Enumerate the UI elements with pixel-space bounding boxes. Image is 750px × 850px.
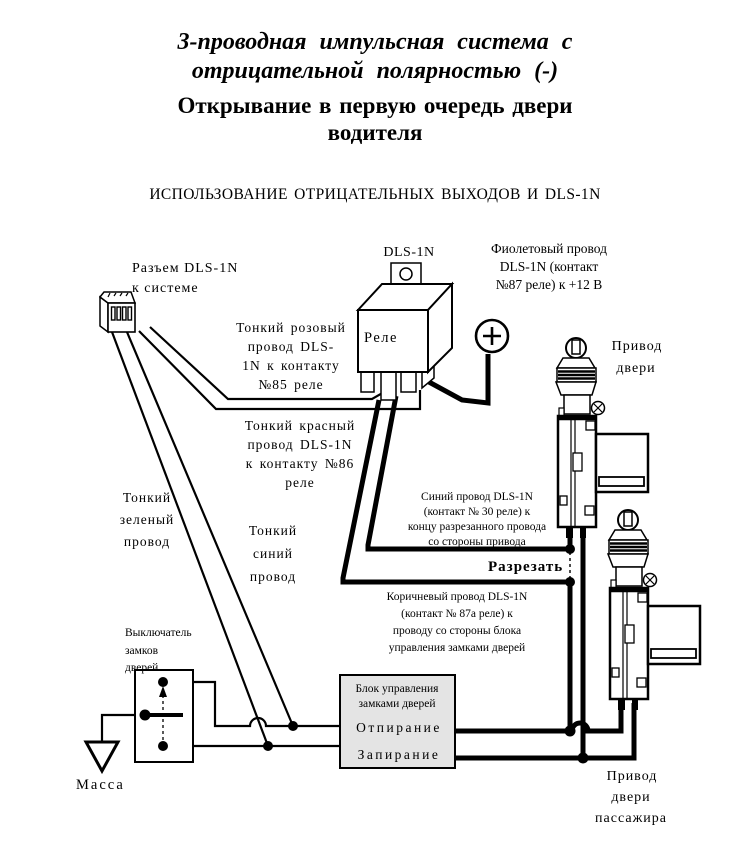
control-block-title-line1: Блок управления bbox=[355, 683, 439, 695]
actuator-side-bar bbox=[599, 477, 644, 486]
title-line-3: Открывание в первую очередь двери bbox=[177, 93, 573, 118]
driver-door-label-line2: двери bbox=[616, 361, 656, 376]
switch-label-line1: Выключатель bbox=[125, 627, 192, 639]
green-label-line3: провод bbox=[123, 534, 171, 549]
ground-label: Масса bbox=[76, 777, 125, 793]
pink-label-line2: провод DLS- bbox=[247, 339, 335, 354]
junction-lock bbox=[578, 753, 589, 764]
relay-name-label: Реле bbox=[364, 330, 398, 346]
actuator-neck bbox=[564, 395, 590, 414]
wiring-diagram bbox=[0, 200, 750, 850]
red-label-line2: провод DLS-1N bbox=[247, 437, 353, 452]
brown-label-line1: Коричневый провод DLS-1N bbox=[386, 591, 528, 603]
red-label-line3: к контакту №86 bbox=[245, 456, 355, 471]
blue-label-line3: концу разрезанного провода bbox=[407, 521, 547, 533]
violet-label-line1: Фиолетовый провод bbox=[491, 241, 607, 256]
door-lock-control-block bbox=[340, 675, 455, 768]
control-block-title-line2: замками дверей bbox=[358, 698, 436, 710]
passenger-door-label-line1: Привод bbox=[606, 769, 658, 784]
control-block-unlock-label: Отпирание bbox=[356, 720, 442, 735]
brown-label-line2: (контакт № 87а реле) к bbox=[401, 608, 513, 620]
switch-contact-bottom bbox=[158, 741, 168, 751]
relay-top-hole bbox=[400, 268, 412, 280]
blue-label-line2: (контакт № 30 реле) к bbox=[423, 506, 531, 518]
switch-contact-common bbox=[140, 710, 151, 721]
junction-green bbox=[263, 741, 273, 751]
title-line-1: 3-проводная импульсная система с bbox=[177, 29, 573, 55]
passenger-door-label-line3: пассажира bbox=[595, 811, 667, 826]
actuator-ribs bbox=[558, 372, 595, 379]
green-label-line2: зеленый bbox=[119, 512, 175, 527]
passenger-door-label-line2: двери bbox=[611, 790, 651, 805]
cut-label: Разрезать bbox=[488, 559, 564, 575]
actuator-cap bbox=[557, 358, 595, 368]
violet-label-line3: №87 реле) к +12 В bbox=[495, 277, 603, 292]
relay-top-label: DLS-1N bbox=[383, 245, 435, 260]
title-line-4: водителя bbox=[327, 120, 423, 145]
junction-thin-blue bbox=[288, 721, 298, 731]
dls-connector bbox=[100, 261, 238, 332]
page-subtitle-bold bbox=[0, 92, 750, 146]
red-label-line4: реле bbox=[285, 475, 315, 490]
lock-knob-pin bbox=[572, 340, 580, 354]
thin-blue-label-line3: провод bbox=[249, 569, 297, 584]
passenger-door-actuator bbox=[608, 510, 700, 710]
actuator-collar bbox=[556, 382, 596, 395]
junction-blue-cut bbox=[565, 544, 575, 554]
brown-label-line3: проводу со стороны блока bbox=[392, 625, 522, 637]
connector-top-face bbox=[100, 292, 135, 303]
thin-blue-label-line1: Тонкий bbox=[248, 523, 298, 538]
blue-label-line4: со стороны привода bbox=[428, 536, 526, 548]
unlock-bus-wire bbox=[455, 703, 621, 731]
ground-symbol bbox=[76, 742, 125, 793]
blue-label-line1: Синий провод DLS-1N bbox=[421, 491, 533, 503]
door-lock-switch bbox=[125, 627, 193, 762]
actuator-terminal-left bbox=[566, 527, 573, 538]
plus-12v-symbol bbox=[476, 320, 508, 352]
title-line-2: отрицательной полярностью (-) bbox=[191, 58, 559, 84]
switch-contact-top bbox=[158, 677, 168, 687]
connector-label-line2: к системе bbox=[132, 281, 199, 296]
page-title bbox=[0, 28, 750, 86]
switch-label-line2: замков bbox=[125, 645, 159, 657]
green-label-line1: Тонкий bbox=[122, 490, 172, 505]
driver-door-label-line1: Привод bbox=[611, 339, 663, 354]
violet-label-line2: DLS-1N (контакт bbox=[499, 259, 599, 274]
pink-label-line4: №85 реле bbox=[258, 377, 324, 392]
thin-blue-label-line2: синий bbox=[253, 546, 293, 561]
relay bbox=[358, 245, 452, 400]
junction-unlock bbox=[565, 726, 576, 737]
connector-label-line1: Разъем DLS-1N bbox=[132, 261, 239, 276]
section-heading: ИСПОЛЬЗОВАНИЕ ОТРИЦАТЕЛЬНЫХ ВЫХОДОВ И DLS-1N bbox=[149, 186, 601, 203]
ground-triangle-icon bbox=[86, 742, 118, 771]
brown-label-line4: управления замками дверей bbox=[388, 642, 526, 654]
pink-label-line1: Тонкий розовый bbox=[236, 320, 346, 335]
pink-label-line3: 1N к контакту bbox=[242, 358, 340, 373]
control-block-lock-label: Запирание bbox=[357, 747, 441, 762]
red-label-line1: Тонкий красный bbox=[244, 418, 356, 433]
actuator-terminal-right bbox=[580, 527, 586, 538]
junction-brown-cut bbox=[565, 577, 575, 587]
switch-label-line3: дверей bbox=[125, 662, 159, 674]
